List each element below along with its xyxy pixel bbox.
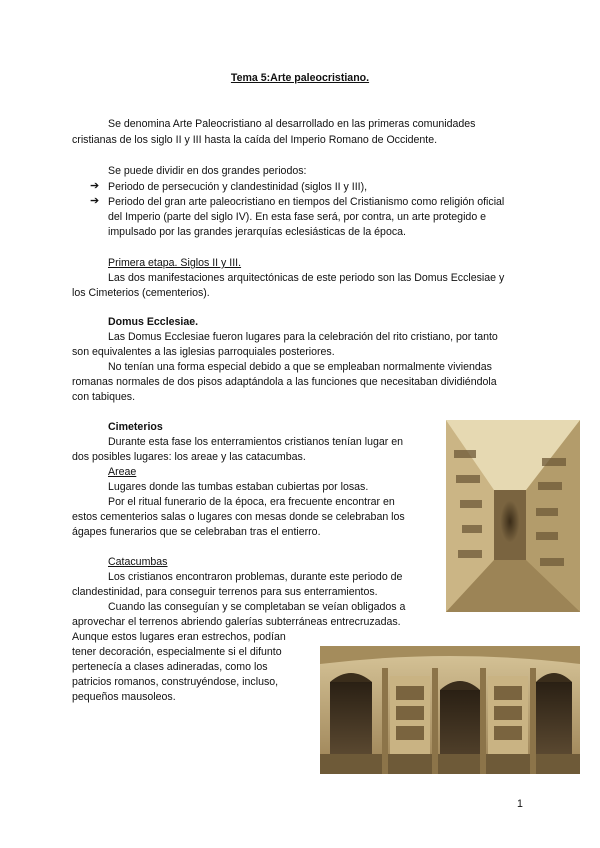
- period-bullet-cont: del Imperio (parte del siglo IV). En esta fase será, por contra, un arte protegido e: [108, 211, 487, 223]
- page-title: Tema 5:Arte paleocristiano.: [230, 72, 370, 84]
- paragraph-line: con tabiques.: [72, 391, 136, 403]
- paragraph-line: Las Domus Ecclesiae fueron lugares para la celebración del rito cristiano, por tanto: [108, 331, 498, 343]
- paragraph-line: ágapes funerarios que se celebraban tras el entierro.: [72, 526, 321, 538]
- section-heading-stage1: Primera etapa. Siglos II y III.: [108, 257, 242, 269]
- paragraph-line: los Cimeterios (cementerios).: [72, 287, 210, 299]
- section-heading-domus: Domus Ecclesiae.: [108, 316, 199, 328]
- paragraph-line: Lugares donde las tumbas estaban cubiertas por losas.: [108, 481, 369, 493]
- paragraph-line: estos cementerios salas o lugares con mesas donde se celebraban los: [72, 511, 405, 523]
- paragraph-line: No tenían una forma especial debido a que se empleaban normalmente viviendas: [108, 361, 492, 373]
- section-heading-cimeterios: Cimeterios: [108, 421, 163, 433]
- paragraph-line: pertenecía a clases adineradas, como los: [72, 661, 268, 673]
- paragraph-line: Por el ritual funerario de la época, era frecuente encontrar en: [108, 496, 395, 508]
- arrow-bullet-icon: ➔: [90, 180, 100, 192]
- intro-line: Se denomina Arte Paleocristiano al desarrollado en las primeras comunidades: [108, 118, 476, 130]
- arrow-bullet-icon: ➔: [90, 195, 100, 207]
- period-bullet-cont: impulsado por las grandes jerarquías eclesiásticas de la época.: [108, 226, 406, 238]
- catacomb-corridor-photo: [446, 420, 580, 612]
- period-bullet: Periodo del gran arte paleocristiano en tiempos del Cristianismo como religión oficial: [108, 196, 505, 208]
- page-number: 1: [517, 798, 523, 810]
- paragraph-line: son equivalentes a las iglesias parroquiales posteriores.: [72, 346, 335, 358]
- intro-line: cristianas de los siglo II y III hasta la caída del Imperio Romano de Occidente.: [72, 134, 438, 146]
- paragraph-line: dos posibles lugares: los areae y las catacumbas.: [72, 451, 306, 463]
- paragraph-line: Cuando las conseguían y se completaban se veían obligados a: [108, 601, 406, 613]
- paragraph-line: pequeños mausoleos.: [72, 691, 176, 703]
- paragraph-line: Aunque estos lugares eran estrechos, podían: [72, 631, 286, 643]
- periods-lead: Se puede dividir en dos grandes periodos:: [108, 165, 307, 177]
- period-bullet: Periodo de persecución y clandestinidad (siglos II y III),: [108, 181, 368, 193]
- subheading-catacumbas: Catacumbas: [108, 556, 168, 568]
- paragraph-line: clandestinidad, para conseguir terrenos para sus enterramientos.: [72, 586, 378, 598]
- paragraph-line: tener decoración, especialmente si el difunto: [72, 646, 282, 658]
- paragraph-line: romanas normales de dos pisos adaptándola a las funciones que necesitaban dividiéndola: [72, 376, 497, 388]
- subheading-areae: Areae: [108, 466, 137, 478]
- paragraph-line: Durante esta fase los enterramientos cristianos tenían lugar en: [108, 436, 404, 448]
- paragraph-line: patricios romanos, construyéndose, incluso,: [72, 676, 279, 688]
- paragraph-line: aprovechar el terrenos abriendo galerías subterráneas entrecruzadas.: [72, 616, 401, 628]
- paragraph-line: Las dos manifestaciones arquitectónicas de este periodo son las Domus Ecclesiae y: [108, 272, 505, 284]
- catacomb-chamber-photo: [320, 646, 580, 774]
- paragraph-line: Los cristianos encontraron problemas, durante este periodo de: [108, 571, 403, 583]
